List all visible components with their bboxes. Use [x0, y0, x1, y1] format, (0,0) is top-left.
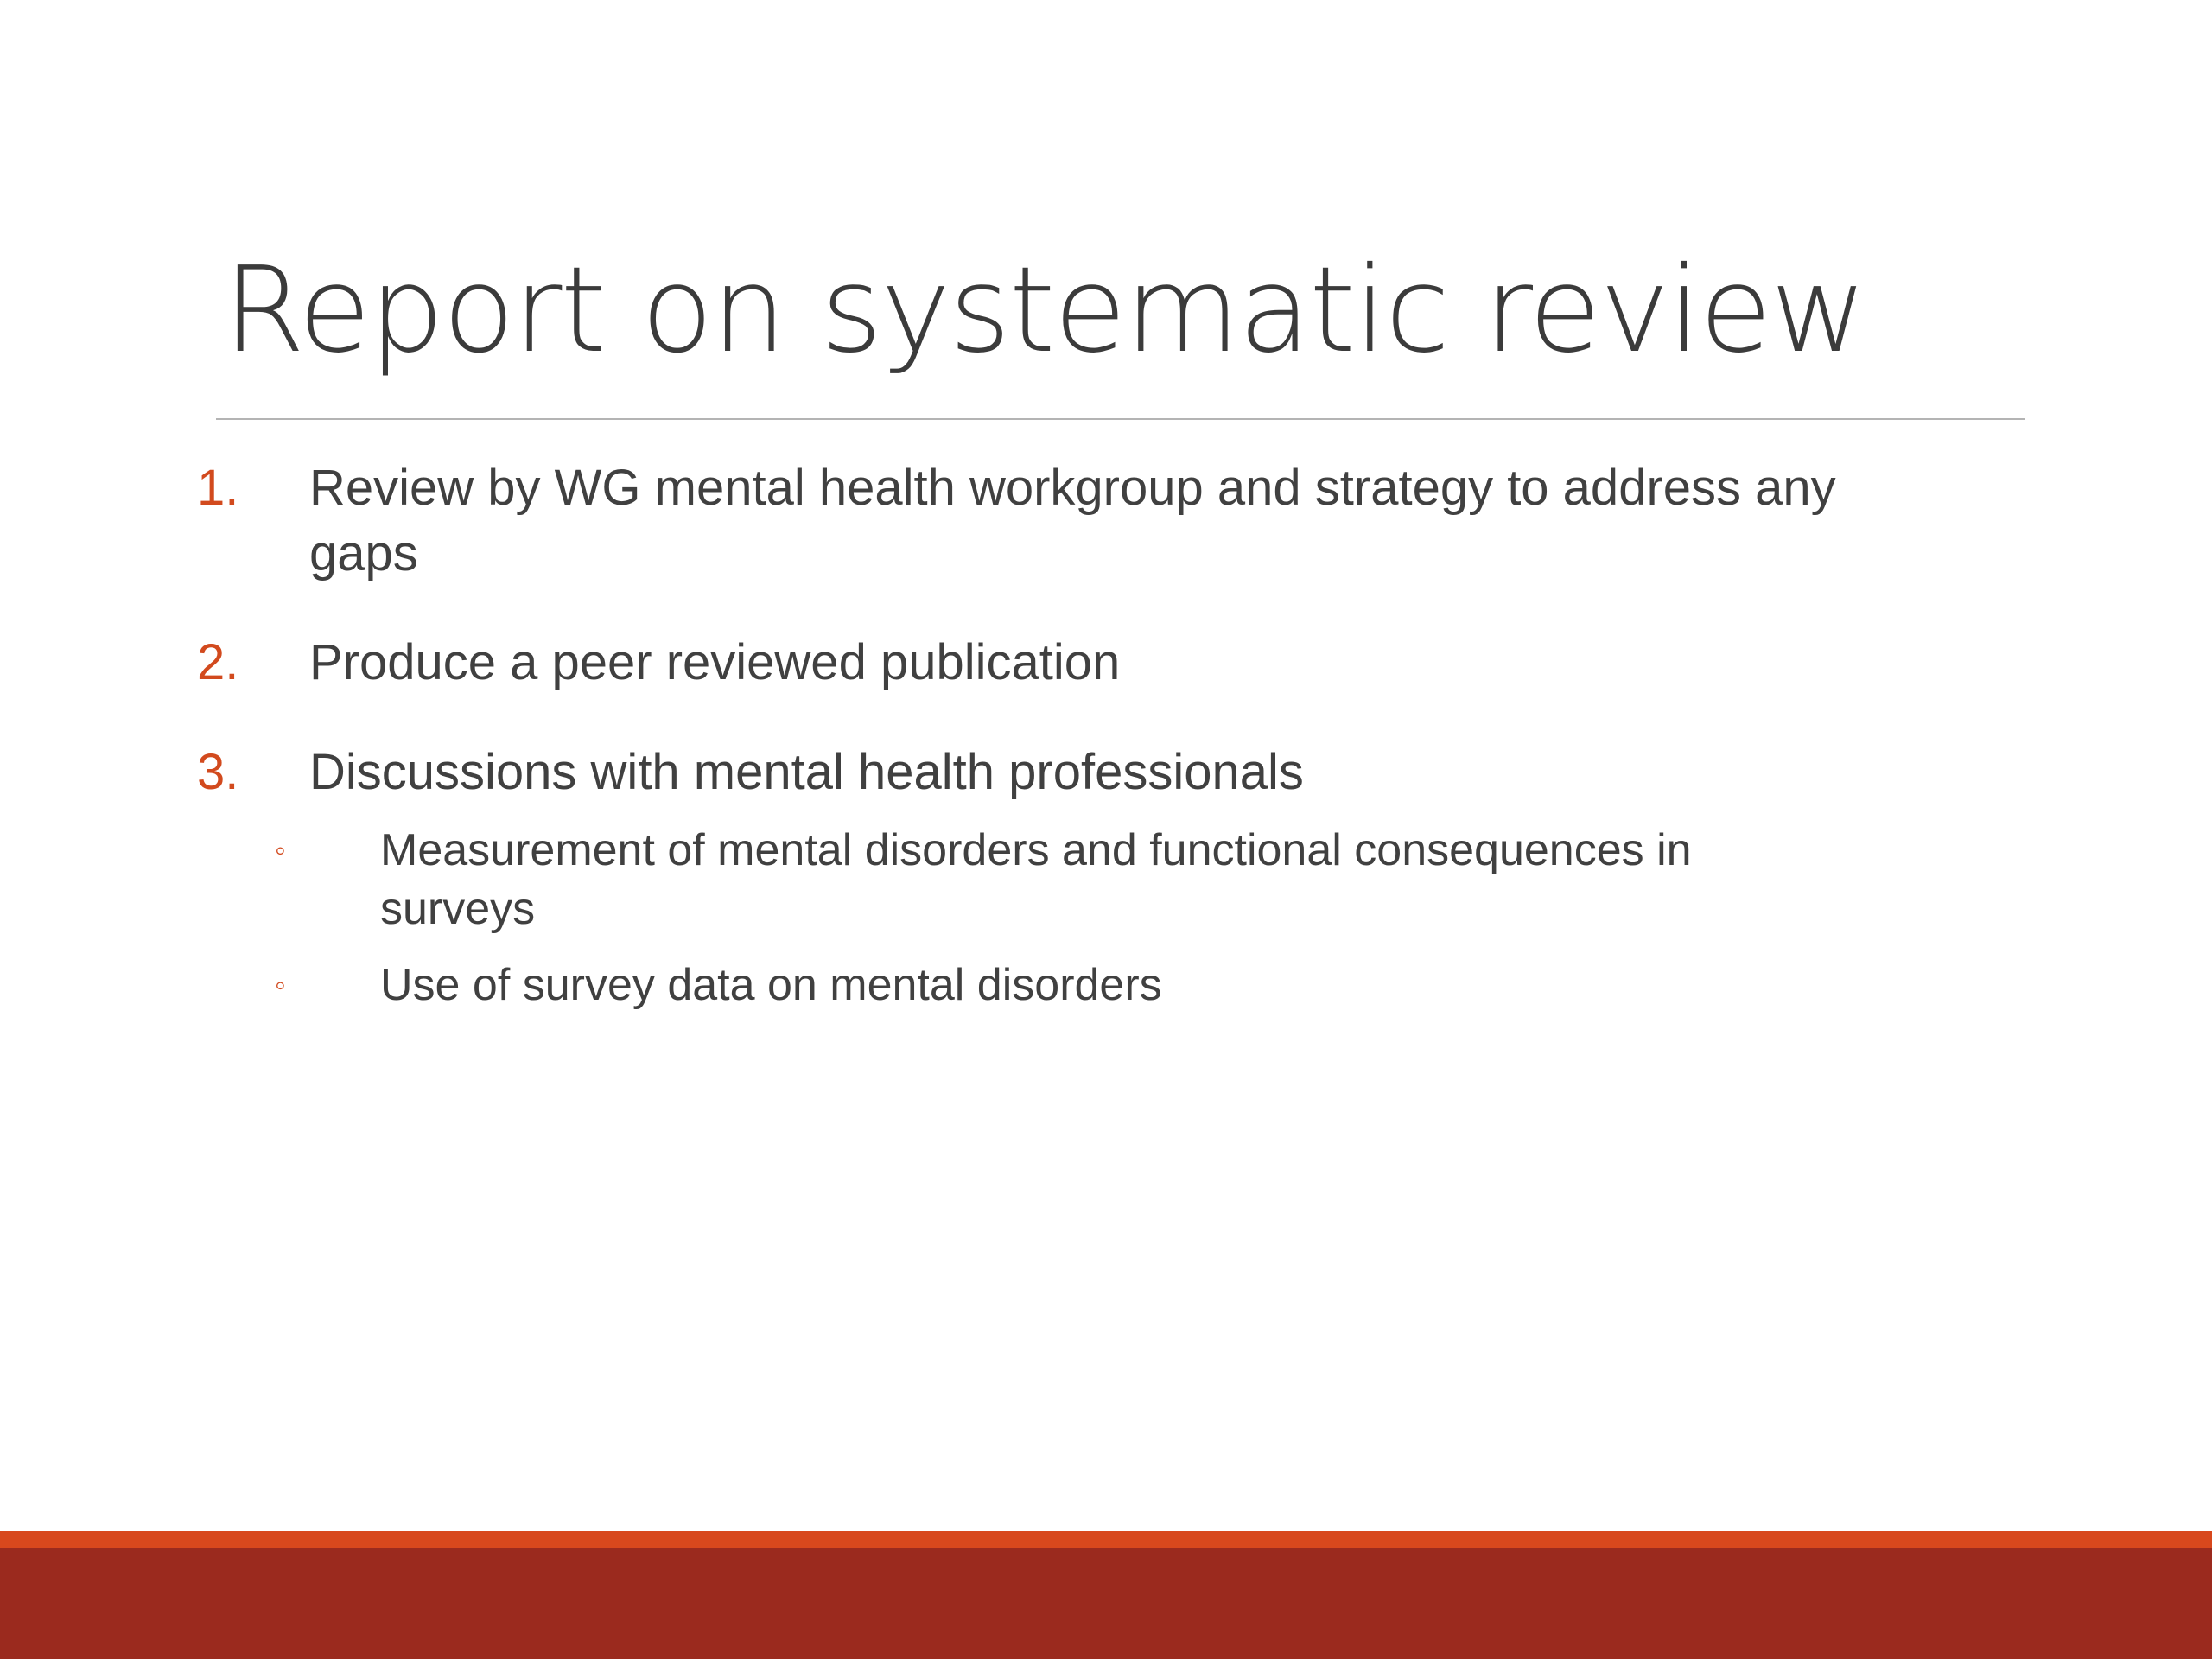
- list-item-text-line: Review by WG mental health workgroup and strategy to address any: [309, 460, 1836, 516]
- list-item-text: Produce a peer reviewed publication: [309, 634, 1121, 690]
- list-item-3: [197, 740, 2037, 805]
- sub-item-1: [275, 821, 1960, 938]
- list-item-1: [197, 455, 2037, 587]
- list-number: 2.: [197, 634, 239, 690]
- slide-title: Report on systematic review: [223, 242, 1866, 379]
- circle-bullet-icon: ◦: [275, 832, 286, 868]
- footer-band: [0, 1548, 2212, 1659]
- list-item-2: [197, 630, 2037, 696]
- footer-accent-stripe: [0, 1531, 2212, 1548]
- sub-item-text-line: surveys: [380, 884, 536, 934]
- list-item-text: Discussions with mental health professionals: [309, 744, 1304, 800]
- list-item-text-line: gaps: [309, 525, 418, 582]
- sub-item-2: [275, 956, 1960, 1014]
- sub-item-text: [380, 821, 1970, 938]
- list-item-text: [309, 455, 2037, 587]
- list-number: 1.: [197, 460, 239, 516]
- circle-bullet-icon: ◦: [275, 967, 286, 1002]
- sub-item-text-line: Measurement of mental disorders and functional consequences in: [380, 825, 1692, 875]
- list-number: 3.: [197, 744, 239, 800]
- sub-item-text: Use of survey data on mental disorders: [380, 960, 1162, 1010]
- title-divider: [216, 418, 2025, 420]
